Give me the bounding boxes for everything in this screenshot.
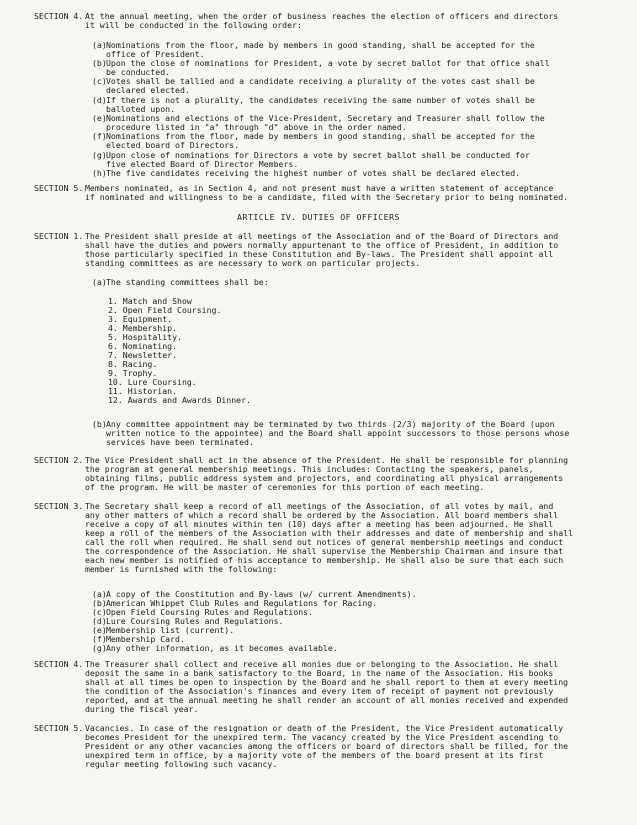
item-marker: (b) — [92, 598, 107, 608]
text-line: The Vice President shall act in the absence of the President. He shall be responsible for planning — [85, 455, 569, 465]
item-marker: (h) — [92, 168, 107, 178]
text-line: standing committees as are necessary to work on particular projects. — [85, 258, 421, 268]
text-line: be conducted. — [106, 67, 171, 77]
text-line: of the program. He will be master of ceremonies for this portion of each meeting. — [85, 482, 485, 492]
item-marker: (c) — [92, 76, 107, 86]
text-line: Nominations and elections of the Vice-President, Secretary and Treasurer shall follow the — [106, 113, 545, 123]
section-label: SECTION 2. — [34, 455, 84, 465]
text-line: Upon close of nominations for Directors a vote by secret ballot shall be conducted for — [106, 150, 530, 160]
text-line: during the fiscal year. — [85, 704, 199, 714]
text-line: regular meeting following such vacancy. — [85, 759, 278, 769]
text-line: office of President. — [106, 49, 205, 59]
text-line: declared elected. — [106, 85, 190, 95]
text-line: becomes President for the unexpired term. The vacancy created by the Vice President ascending to — [85, 732, 559, 742]
text-line: The five candidates receiving the highest number of votes shall be declared elected. — [106, 168, 521, 178]
text-line: the condition of the Association's finances and every item of receipt of payment not previously — [85, 686, 554, 696]
item-marker: (b) — [92, 419, 107, 429]
text-line: if nominated and willingness to be a candidate, filed with the Secretary prior to being nominated. — [85, 192, 569, 202]
text-line: 12. Awards and Awards Dinner. — [108, 395, 251, 405]
text-line: balloted upon. — [106, 104, 176, 114]
section-label: SECTION 4. — [34, 659, 84, 669]
text-line: The standing committees shall be: — [106, 277, 269, 287]
text-line: 10. Lure Coursing. — [108, 377, 197, 387]
text-line: procedure listed in "a" through "d" above in the order named. — [106, 122, 407, 132]
item-marker: (a) — [92, 40, 107, 50]
text-line: 1. Match and Show — [108, 296, 192, 306]
text-line: Upon the close of nominations for President, a vote by secret ballot for that office shall — [106, 58, 550, 68]
text-line: 3. Equipment. — [108, 314, 173, 324]
text-line: any other matters of which a record shall be ordered by the Association. All board members shall — [85, 510, 559, 520]
text-line: Any other information, as it becomes available. — [106, 643, 338, 653]
text-line: 5. Hospitality. — [108, 332, 182, 342]
section-label: SECTION 5. — [34, 723, 84, 733]
text-line: 4. Membership. — [108, 323, 178, 333]
text-line: Open Field Coursing Rules and Regulations. — [106, 607, 314, 617]
text-line: Votes shall be tallied and a candidate receiving a plurality of the votes cast shall be — [106, 76, 535, 86]
text-line: services have been terminated. — [106, 437, 254, 447]
text-line: those particularly specified in these Constitution and By-laws. The President shall appoint all — [85, 249, 554, 259]
text-line: call the roll when required. He shall send out notices of general membership meetings and conduct — [85, 537, 564, 547]
text-line: The Treasurer shall collect and receive all monies due or belonging to the Association. He shall — [85, 659, 559, 669]
item-marker: (c) — [92, 607, 107, 617]
text-line: Any committee appointment may be terminated by two thirds (2/3) majority of the Board (upon — [106, 419, 555, 429]
item-marker: (b) — [92, 58, 107, 68]
text-line: Nominations from the floor, made by members in good standing, shall be accepted for the — [106, 40, 535, 50]
item-marker: (g) — [92, 643, 107, 653]
text-line: deposit the same in a bank satisfactory to the Board, in the name of the Association. His books — [85, 668, 554, 678]
section-label: SECTION 3. — [34, 501, 84, 511]
item-marker: (f) — [92, 634, 107, 644]
text-line: 2. Open Field Coursing. — [108, 305, 222, 315]
text-line: 6. Nominating. — [108, 341, 178, 351]
text-line: it will be conducted in the following order: — [85, 20, 302, 30]
text-line: shall have the duties and powers normally appurtenant to the office of President, in addition to — [85, 240, 559, 250]
text-line: member is furnished with the following: — [85, 564, 278, 574]
text-line: Membership Card. — [106, 634, 185, 644]
section-label: SECTION 4. — [34, 11, 84, 21]
article-heading: ARTICLE IV. DUTIES OF OFFICERS — [237, 212, 400, 222]
item-marker: (e) — [92, 625, 107, 635]
text-line: shall at all times be open to inspection by the Board and he shall report to them at every meeting — [85, 677, 569, 687]
text-line: reported, and at the annual meeting he shall render an account of all monies received and expended — [85, 695, 569, 705]
text-line: Membership list (current). — [106, 625, 235, 635]
item-marker: (g) — [92, 150, 107, 160]
text-line: The Secretary shall keep a record of all meetings of the Association, of all votes by mail, and — [85, 501, 554, 511]
section-label: SECTION 1. — [34, 231, 84, 241]
text-line: each new member is notified of his acceptance to membership. He shall also be sure that each such — [85, 555, 564, 565]
text-line: The President shall preside at all meetings of the Association and of the Board of Directors and — [85, 231, 559, 241]
text-line: Members nominated, as in Section 4, and not present must have a written statement of acceptance — [85, 183, 554, 193]
text-line: 8. Racing. — [108, 359, 158, 369]
text-line: A copy of the Constitution and By-laws (w/ current Amendments). — [106, 589, 417, 599]
text-line: elected board of Directors. — [106, 140, 240, 150]
text-line: 11. Historian. — [108, 386, 178, 396]
text-line: written notice to the appointee) and the Board shall appoint successors to those persons whose — [106, 428, 570, 438]
text-line: If there is not a plurality, the candidates receiving the same number of votes shall be — [106, 95, 535, 105]
text-line: American Whippet Club Rules and Regulations for Racing. — [106, 598, 378, 608]
text-line: obtaining films, public address system and projectors, and coordinating all physical arrangements — [85, 473, 564, 483]
text-line: At the annual meeting, when the order of business reaches the election of officers and directors — [85, 11, 559, 21]
item-marker: (a) — [92, 277, 107, 287]
text-line: keep a roll of the members of the Association with their addresses and date of membership and shall — [85, 528, 573, 538]
item-marker: (e) — [92, 113, 107, 123]
item-marker: (d) — [92, 616, 107, 626]
text-line: the program at general membership meetings. This includes: Contacting the speakers, panels, — [85, 464, 534, 474]
text-line: Nominations from the floor, made by members in good standing, shall be accepted for the — [106, 131, 535, 141]
text-line: five elected Board of Director Members. — [106, 159, 299, 169]
item-marker: (d) — [92, 95, 107, 105]
text-line: President or any other vacancies among the officers or board of directors shall be filled, for the — [85, 741, 569, 751]
text-line: Vacancies. In case of the resignation or death of the President, the Vice President automatically — [85, 723, 564, 733]
text-line: the correspondence of the Association. He shall supervise the Membership Chairman and insure that — [85, 546, 564, 556]
item-marker: (a) — [92, 589, 107, 599]
item-marker: (f) — [92, 131, 107, 141]
text-line: receive a copy of all minutes within ten (10) days after a meeting has been adjourned. He shall — [85, 519, 554, 529]
section-label: SECTION 5. — [34, 183, 84, 193]
text-line: 7. Newsletter. — [108, 350, 178, 360]
text-line: 9. Trophy. — [108, 368, 158, 378]
text-line: Lure Coursing Rules and Regulations. — [106, 616, 284, 626]
text-line: unexpired term in office, by a majority vote of the members of the board present at its first — [85, 750, 544, 760]
